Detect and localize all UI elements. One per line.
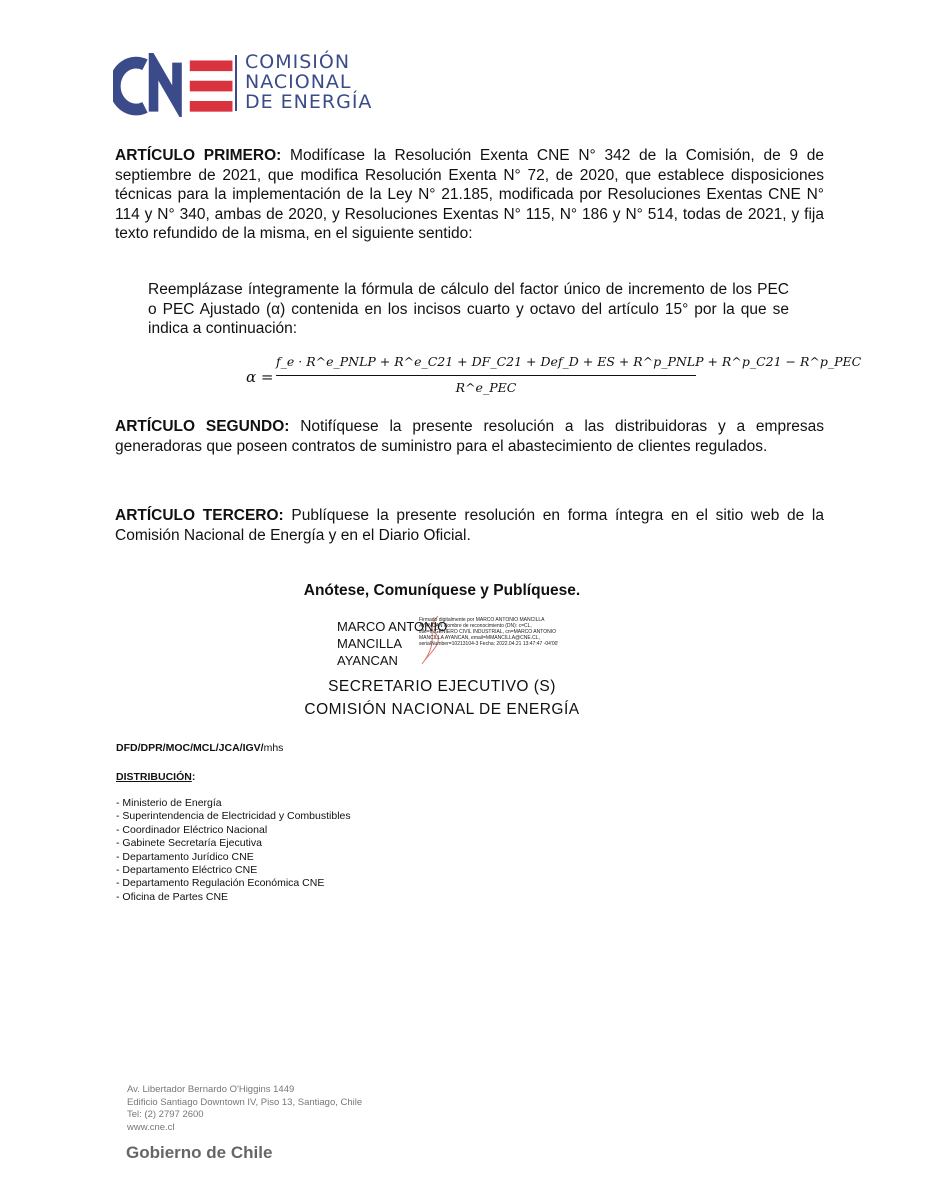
footer-address: [127, 1084, 362, 1134]
list-item: - Coordinador Eléctrico Nacional: [116, 823, 268, 836]
signer-name-line1: MARCO ANTONIO: [337, 619, 448, 634]
digital-signature-details: Firmado digitalmente por MARCO ANTONIO MANCILLA AYANCAN Nombre de reconocimiento (DN): c=CL, title=INGENIERO CIVIL INDUSTRIAL, cn=MARCO ANTONIO MANCILLA AYANCAN, email=MMANCILLA@CNE.CL, serialNumber=10213104-3 Fecha: 2022.04.21 13:47:47 -04'00': [419, 617, 559, 647]
gobierno-de-chile: Gobierno de Chile: [126, 1143, 273, 1162]
articulo-segundo-heading: ARTÍCULO SEGUNDO:: [115, 418, 290, 435]
list-item: - Oficina de Partes CNE: [116, 890, 229, 903]
distribucion-heading: DISTRIBUCIÓN: [116, 771, 192, 783]
articulo-primero: [115, 146, 824, 244]
formula-fraction-bar: [276, 375, 696, 376]
articulo-tercero-heading: ARTÍCULO TERCERO:: [115, 507, 284, 524]
logo-line1: COMISIÓN: [245, 51, 351, 73]
logo-line3: DE ENERGÍA: [245, 91, 373, 113]
signer-role: SECRETARIO EJECUTIVO (S): [328, 678, 556, 695]
list-item: - Ministerio de Energía: [116, 797, 222, 809]
reference-line: [116, 742, 283, 754]
formula-denominator: R^e_PEC: [455, 380, 517, 395]
signer-organization: COMISIÓN NACIONAL DE ENERGÍA: [304, 701, 580, 718]
list-item: - Departamento Eléctrico CNE: [116, 864, 258, 877]
footer-line4: www.cne.cl: [127, 1121, 175, 1133]
reference-codes: DFD/DPR/MOC/MCL/JCA/IGV/: [116, 742, 264, 754]
list-item: - Departamento Jurídico CNE: [116, 850, 254, 863]
signer-name-line2: MANCILLA: [337, 636, 403, 651]
footer-line2: Edificio Santiago Downtown IV, Piso 13, Santiago, Chile: [127, 1096, 363, 1108]
formula-lhs: α =: [246, 368, 274, 386]
articulo-primero-text: Modifícase la Resolución Exenta CNE N° 342 de la Comisión, de 9 de septiembre de 2021, que modifica Resolución Exenta N° 72, de 2020, que establece disposiciones técnicas para la implementación de la Ley N° 21.185, modificada por Resoluciones Exentas CNE N° 114 y N° 340, ambas de 2020, y Resoluciones Exentas N° 115, N° 186 y N° 514, todas de 2021, y fija texto refundido de la misma, en el siguiente sentido:: [115, 147, 824, 242]
articulo-segundo: [115, 417, 824, 456]
alpha-formula: [240, 350, 862, 406]
distribucion-list: [116, 797, 351, 904]
footer-line3: Tel: (2) 2797 2600: [127, 1109, 204, 1120]
logo-divider: [235, 55, 237, 111]
articulo-tercero-text: Publíquese la presente resolución en forma íntegra en el sitio web de la Comisión Nacional de Energía y en el Diario Oficial.: [115, 507, 824, 544]
reference-suffix: mhs: [263, 742, 284, 754]
list-item: - Superintendencia de Electricidad y Combustibles: [116, 810, 351, 823]
list-item: - Gabinete Secretaría Ejecutiva: [116, 837, 262, 850]
cne-logo-mark: [115, 60, 233, 111]
articulo-tercero: [115, 506, 824, 545]
distribucion-heading-row: DISTRIBUCIÓN:: [116, 771, 196, 783]
logo-line2: NACIONAL: [245, 71, 352, 93]
footer-line1: Av. Libertador Bernardo O'Higgins 1449: [127, 1084, 295, 1095]
articulo-primero-indented: Reemplázase íntegramente la fórmula de cálculo del factor único de incremento de los PEC o PEC Ajustado (α) contenida en los incisos cuarto y octavo del artículo 15° por la que se indica a continuación:: [148, 281, 789, 337]
articulo-segundo-text: Notifíquese la presente resolución a las distribuidoras y a empresas generadoras que poseen contratos de suministro para el abastecimiento de clientes regulados.: [115, 418, 824, 455]
formula-numerator: f_e · R^e_PNLP + R^e_C21 + DF_C21 + Def_D + ES + R^p_PNLP + R^p_C21 − R^p_PEC: [276, 354, 862, 369]
logo-wordmark: [245, 52, 372, 112]
closing-line: Anótese, Comuníquese y Publíquese.: [303, 582, 581, 599]
articulo-primero-heading: ARTÍCULO PRIMERO:: [115, 147, 282, 164]
list-item: - Departamento Regulación Económica CNE: [116, 877, 325, 890]
signer-name-line3: AYANCAN: [337, 653, 398, 668]
